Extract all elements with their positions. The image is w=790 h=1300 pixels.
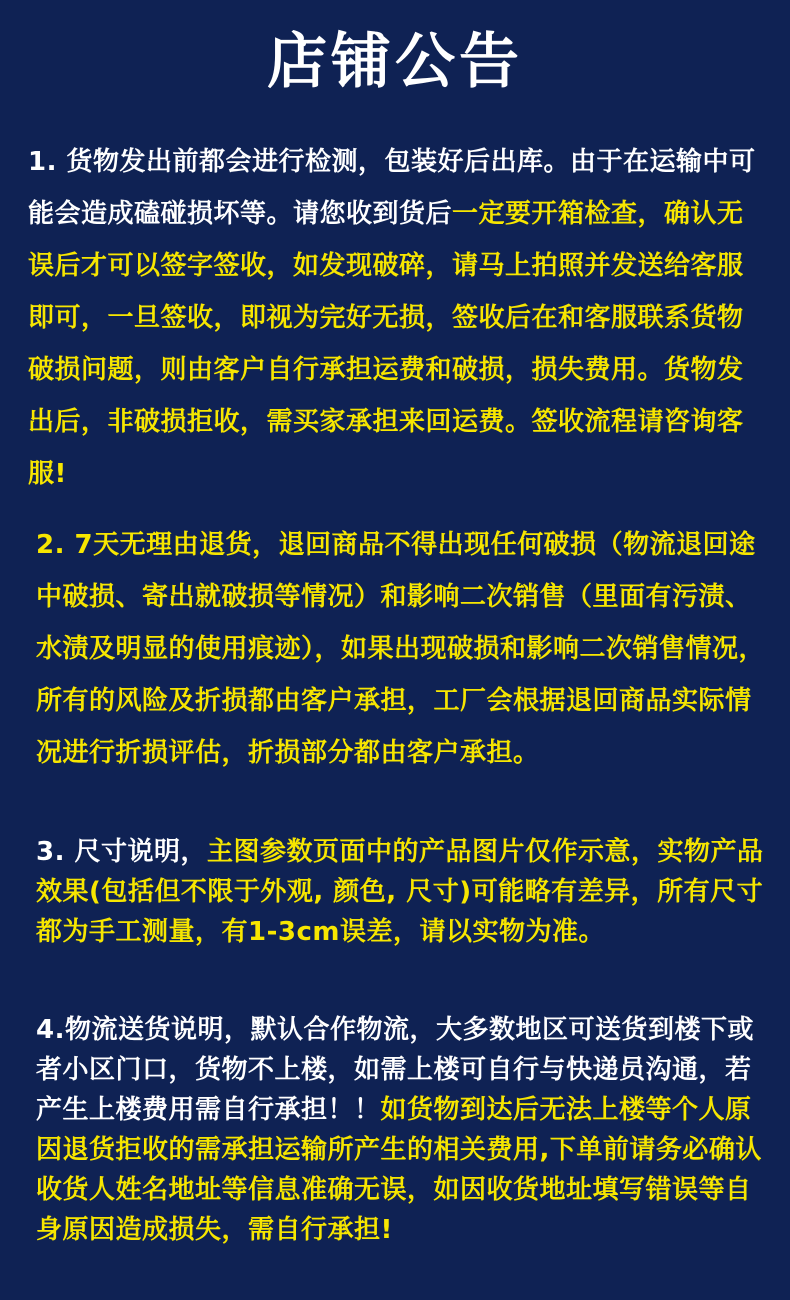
notice-3-label: 3. 尺寸说明， <box>36 837 208 867</box>
notice-1-highlight: 一定要开箱检查，确认无误后才可以签字签收，如发现破碎，请马上拍照并发送给客服即可，一旦签收，即视为完好无损，签收后在和客服联系货物破损问题，则由客户自行承担运费和破损，损失费用。货物发出后，非破损拒收，需买家承担来回运费。签收流程请咨询客服! <box>28 199 744 489</box>
notice-item-2 <box>36 519 776 779</box>
notice-4-text: 4.物流送货说明，默认合作物流，大多数地区可送货到楼下或者小区门口，货物不上楼，如需上楼可自行与快递员沟通，若产生上楼费用需自行承担！！ <box>36 1015 754 1125</box>
notice-4-highlight: 如货物到达后无法上楼等个人原因退货拒收的需承担运输所产生的相关费用,下单前请务必确认收货人姓名地址等信息准确无误，如因收货地址填写错误等自身原因造成损失，需自行承担! <box>36 1095 762 1245</box>
notice-item-4 <box>36 1010 776 1250</box>
notice-3-highlight: 主图参数页面中的产品图片仅作示意，实物产品效果(包括但不限于外观, 颜色, 尺寸)可能略有差异，所有尺寸都为手工测量，有1-3cm误差，请以实物为准。 <box>36 837 764 947</box>
notice-1-text: 1. 货物发出前都会进行检测，包装好后出库。由于在运输中可能会造成磕碰损坏等。请您收到货后 <box>28 147 756 229</box>
notice-2-text: 2. 7天无理由退货，退回商品不得出现任何破损（物流退回途中破损、寄出就破损等情况）和影响二次销售（里面有污渍、水渍及明显的使用痕迹），如果出现破损和影响二次销售情况，所有的风险及折损都由客户承担，工厂会根据退回商品实际情况进行折损评估，折损部分都由客户承担。 <box>36 530 766 768</box>
page-title: 店铺公告 <box>267 27 523 97</box>
notice-item-1 <box>28 136 768 500</box>
notice-item-3 <box>36 832 776 952</box>
